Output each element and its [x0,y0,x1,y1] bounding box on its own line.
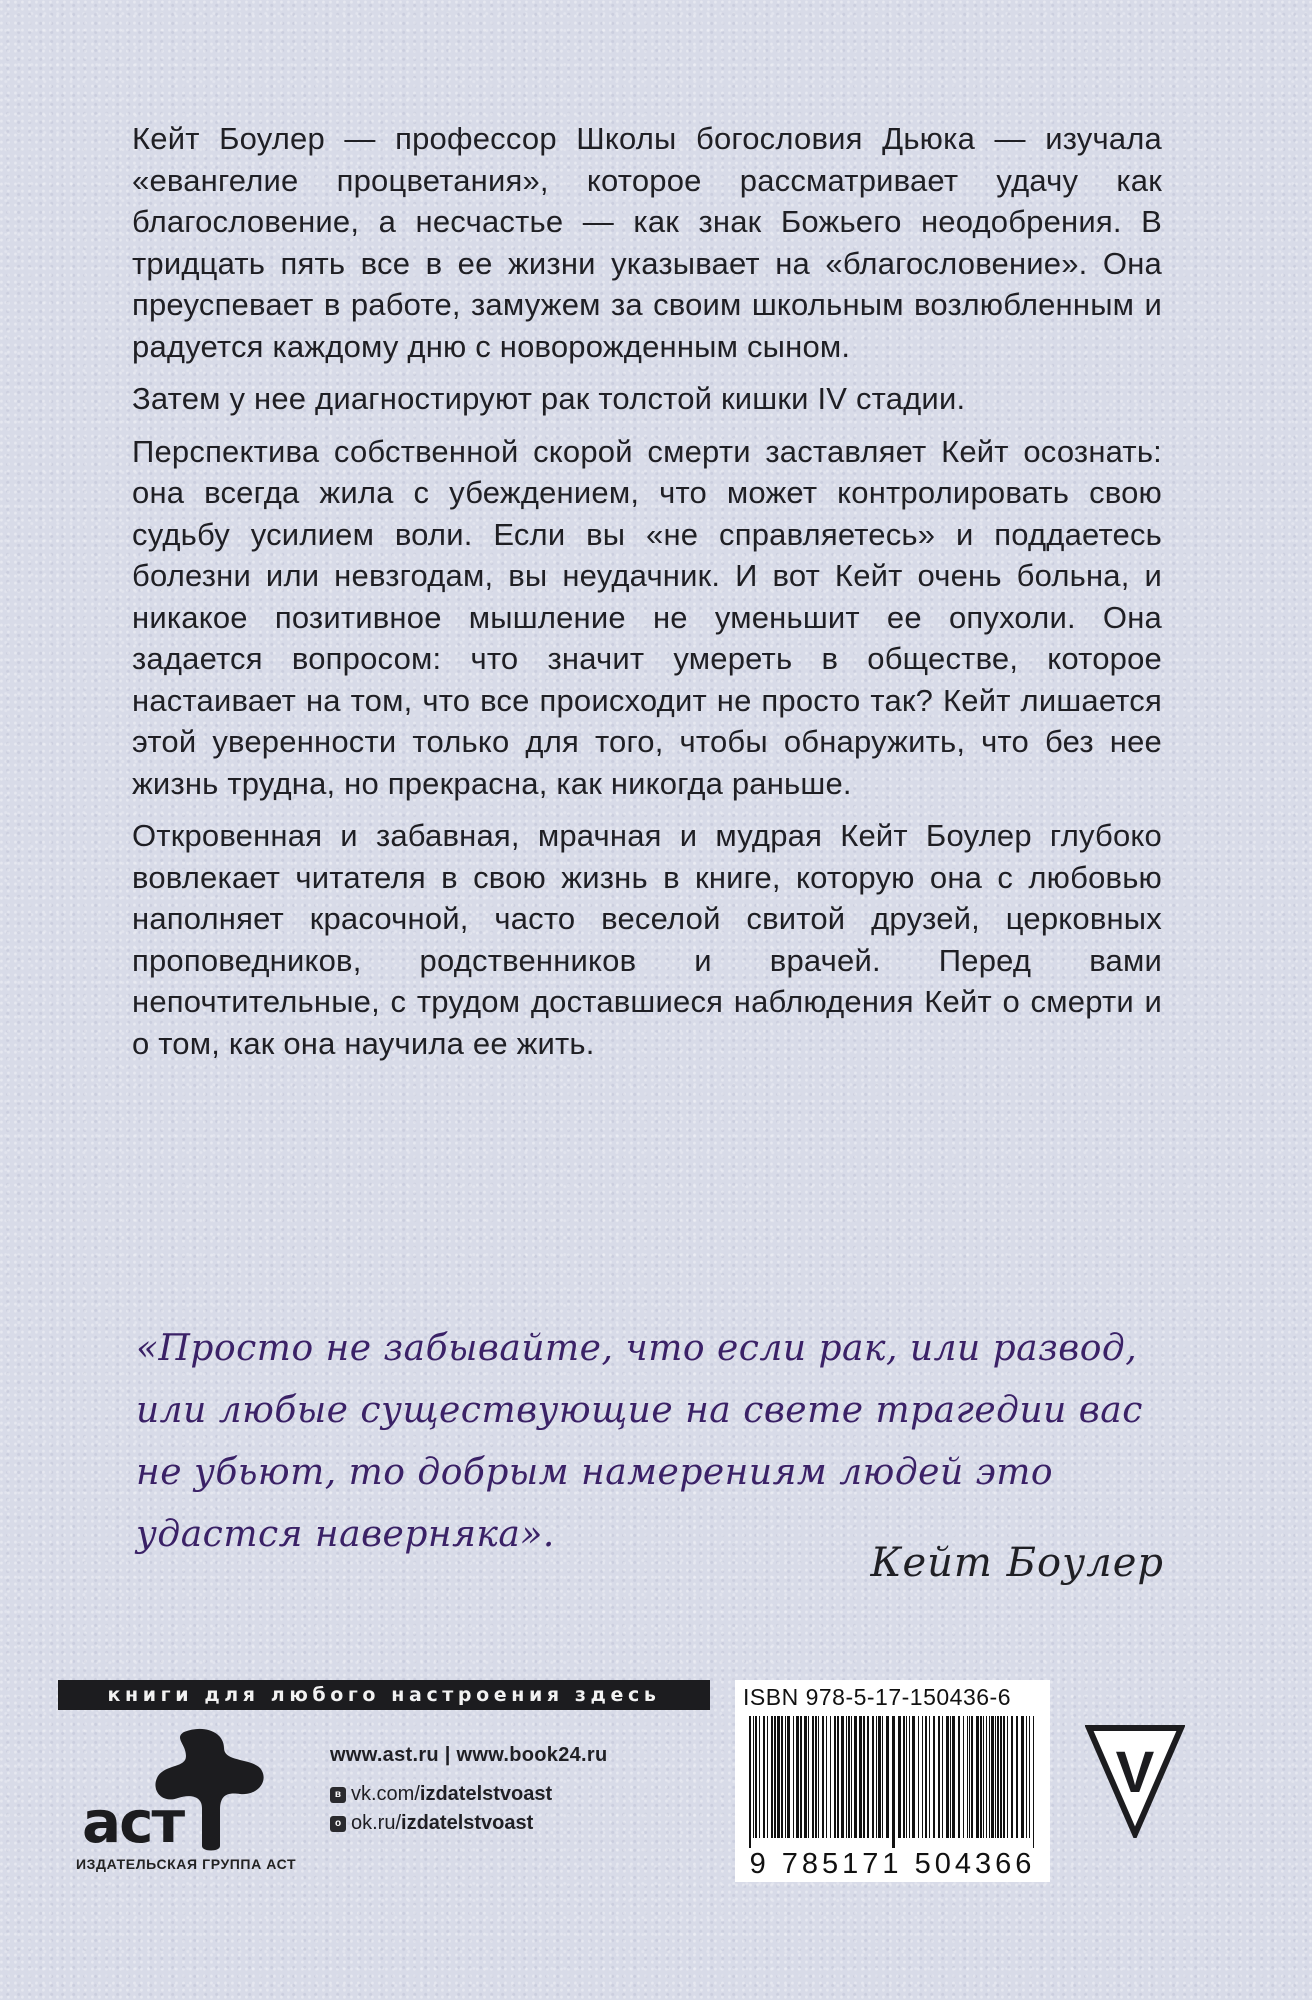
publisher-links [330,1744,608,1841]
barcode-bar [909,1716,910,1838]
barcode-bar [787,1716,790,1838]
description-paragraph-4: Откровенная и забавная, мрачная и мудрая Кейт Боулер глубоко вовлекает читателя в свою жизнь в книге, которую она с любовью наполняет красочной, часто веселой свитой друзей, церковных проповедников, родственников и врачей. Перед вами непочтительные, с трудом доставшиеся наблюдения Кейт о смерти и о том, как она научила ее жить. [132,818,1162,1061]
barcode-bar [969,1716,970,1838]
barcode-bar [753,1716,754,1838]
quote-author: Кейт Боулер [870,1540,1164,1586]
vk-handle: izdatelstvoast [419,1783,553,1805]
barcode-bar [958,1716,960,1838]
barcode-bar [892,1716,895,1848]
barcode-bar [785,1716,786,1838]
barcode-bar [918,1716,919,1838]
barcode-bar [971,1716,973,1838]
barcode-bar [995,1716,996,1838]
pull-quote: «Просто не забывайте, что если рак, или развод, или любые существующие на свете трагедии вас не убьют, то добрым намерениям людей это удастся наверняка». [136,1328,1143,1555]
barcode-bar [997,1716,999,1838]
barcode-bar [963,1716,964,1838]
barcode-bar [925,1716,927,1838]
age-rating-mark [1085,1718,1185,1838]
barcode-bar [1033,1716,1034,1848]
vk-link[interactable] [330,1783,608,1806]
tagline-banner: книги для любого настроения здесь [58,1680,710,1710]
description-paragraph-1: Кейт Боулер — профессор Школы богословия Дьюка — изучала «евангелие процветания», которое рассматривает удачу как благословение, а несчастье — как знак Божьего неодобрения. В тридцать пять все в ее жизни указывает на «благословение». Она преуспевает в работе, замужем за своим школьным возлюбленным и радуется каждому дню с новорожденным сыном. [132,121,1162,364]
barcode-bar [793,1716,794,1838]
barcode-bar [946,1716,949,1838]
barcode-bar [837,1716,839,1838]
barcode-bar [1003,1716,1005,1838]
barcode-bar [851,1716,852,1838]
barcode-bar [826,1716,827,1838]
barcode-bar [759,1716,760,1838]
age-mark-letter: V [1115,1740,1155,1805]
barcode-bar [980,1716,982,1838]
barcode-bar [804,1716,807,1838]
barcode-bar [763,1716,765,1838]
barcode-bar [777,1716,780,1838]
barcode-bar [818,1716,819,1838]
barcode-bar [922,1716,923,1838]
barcode-bar [800,1716,802,1838]
barcode-bar [808,1716,809,1838]
barcode-bar [929,1716,930,1838]
description-paragraph-3: Перспектива собственной скорой смерти заставляет Кейт осознать: она всегда жила с убеждением, что может контролировать свою судьбу усилием воли. Если вы «не справляетесь» и поддаетесь болезни или невзгодам, вы неудачник. И вот Кейт очень больна, и никакое позитивное мышление не уменьшит ее опухоли. Она задается вопросом: что значит умереть в обществе, которое настаивает на том, что все происходит не просто так? Кейт лишается этой уверенности только для того, чтобы обнаружить, что без нее жизнь трудна, но прекрасна, как никогда раньше. [132,433,1162,801]
barcode-bar [848,1716,850,1838]
barcode-bar [976,1716,979,1838]
barcode-bar [1016,1716,1018,1838]
barcode-bar [872,1716,874,1838]
barcode-bar [1011,1716,1013,1838]
barcode-bar [967,1716,968,1838]
barcode-bar [912,1716,915,1838]
barcode-bar [903,1716,905,1838]
barcode-bar [822,1716,824,1838]
vk-icon: в [330,1787,346,1803]
barcode-bar [815,1716,817,1838]
barcode-bar [906,1716,907,1838]
barcode-bar [882,1716,883,1838]
description-block [132,118,1162,1075]
barcode-bar [854,1716,857,1838]
barcode-bar [771,1716,773,1838]
barcode-bar [812,1716,814,1838]
barcode-bar [989,1716,990,1838]
barcode-bar [834,1716,836,1838]
barcode-bar [846,1716,847,1838]
publisher-name: ИЗДАТЕЛЬСКАЯ ГРУППА АСТ [76,1856,297,1872]
vk-prefix: vk.com/ [351,1783,420,1805]
barcode-bar [942,1716,943,1838]
barcode-bar [878,1716,881,1838]
barcode-bar [863,1716,865,1838]
barcode-bar [1026,1716,1027,1838]
barcode-number: 9 785171 504366 [749,1848,1036,1880]
logo-text: аст [82,1788,184,1854]
barcode-bar [781,1716,783,1838]
barcode-block [735,1680,1050,1882]
barcode-bar [859,1716,862,1838]
barcode-bar [1021,1716,1024,1838]
description-paragraph-2: Затем у нее диагностируют рак толстой кишки IV стадии. [132,381,966,416]
barcode-bar [830,1716,831,1838]
barcode-bar [796,1716,799,1838]
barcode-bar [1029,1716,1030,1838]
barcode-bar [1000,1716,1002,1838]
barcode-bar [767,1716,768,1838]
barcode-bar [755,1716,757,1838]
barcode-bar [933,1716,935,1838]
barcode-bar [841,1716,844,1838]
barcode-bar [986,1716,987,1838]
barcode-bar [886,1716,889,1838]
barcode-bar [991,1716,994,1838]
barcode-bar [876,1716,877,1838]
barcode-bar [1007,1716,1008,1838]
barcode-bar [983,1716,984,1838]
barcode-bar [938,1716,940,1838]
ast-logo [74,1724,274,1854]
ok-link[interactable] [330,1812,608,1835]
website-links[interactable]: www.ast.ru | www.book24.ru [330,1744,608,1766]
ok-icon: о [330,1816,346,1832]
barcode-bar [867,1716,869,1838]
ok-prefix: ok.ru/ [351,1812,402,1834]
ok-handle: izdatelstvoast [401,1812,534,1834]
barcode-bar [950,1716,951,1838]
barcode-bar [749,1716,751,1848]
isbn-label: ISBN 978-5-17-150436-6 [743,1684,1011,1710]
barcode-bar [898,1716,901,1838]
barcode-bar [774,1716,776,1838]
barcode-bar [952,1716,955,1838]
barcode-bars [747,1716,1039,1848]
